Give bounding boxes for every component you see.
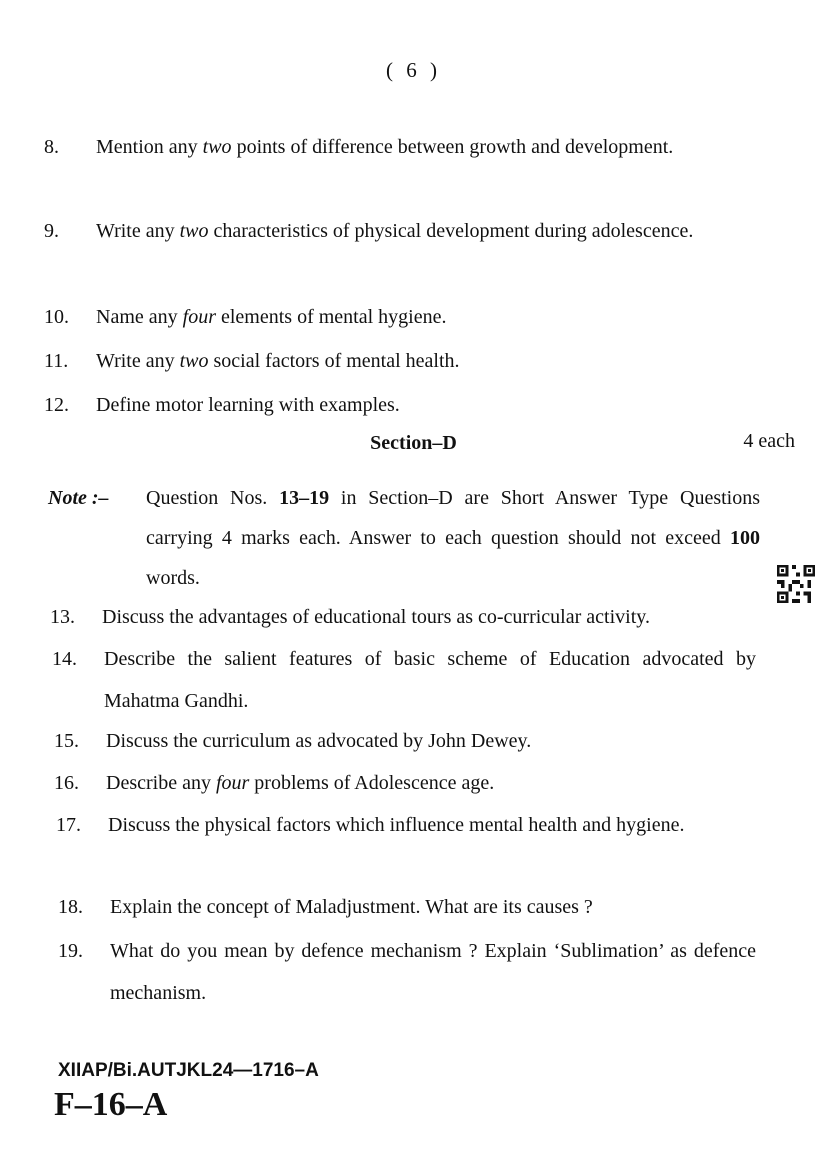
note-text: words.: [146, 567, 200, 589]
question-number: 19.: [58, 940, 83, 962]
question-19: [58, 930, 756, 1014]
question-emphasis: two: [179, 220, 209, 242]
note-question-range: 13–19: [279, 487, 330, 509]
question-text: Define motor learning with examples.: [96, 394, 400, 416]
qr-code-icon: [776, 565, 816, 603]
question-emphasis: four: [182, 306, 216, 328]
question-text: Discuss the advantages of educational tours as co-curricular activity.: [102, 606, 650, 628]
question-18: [58, 886, 756, 928]
question-11: [44, 340, 756, 382]
question-text: Name any: [96, 306, 183, 328]
section-note: [48, 478, 760, 598]
question-17: [56, 804, 756, 846]
question-number: 10.: [44, 306, 69, 328]
question-number: 11.: [44, 350, 69, 372]
section-title: Section–D: [370, 432, 457, 454]
question-text: characteristics of physical development during adolescence.: [208, 220, 694, 242]
question-number: 14.: [52, 648, 77, 670]
question-text: problems of Adolescence age.: [249, 772, 495, 794]
question-text: Write any: [96, 350, 180, 372]
question-text: points of difference between growth and development.: [231, 136, 674, 158]
question-number: 18.: [58, 896, 83, 918]
question-12: [44, 384, 756, 426]
question-emphasis: two: [179, 350, 209, 372]
question-emphasis: four: [215, 772, 250, 794]
paper-code: XIIAP/Bi.AUTJKL24—1716–A: [58, 1060, 319, 1081]
note-text: in Section–D are Short Answer Type Questions carrying 4 marks each. Answer to each question should not exceed: [146, 487, 761, 549]
form-code: F–16–A: [54, 1086, 168, 1123]
question-14: [52, 638, 756, 722]
note-word-limit: 100: [730, 527, 760, 549]
question-number: 8.: [44, 136, 59, 158]
note-text: Question Nos.: [146, 487, 280, 509]
question-text: elements of mental hygiene.: [215, 306, 447, 328]
question-number: 17.: [56, 814, 81, 836]
note-label: Note :–: [48, 487, 109, 509]
question-10: [44, 296, 756, 338]
question-13: [50, 596, 756, 638]
question-number: 15.: [54, 730, 79, 752]
question-emphasis: two: [202, 136, 232, 158]
question-16: [54, 762, 756, 804]
question-9: [44, 210, 756, 252]
question-text: Describe any: [106, 772, 216, 794]
question-number: 13.: [50, 606, 75, 628]
question-number: 16.: [54, 772, 79, 794]
question-text: Explain the concept of Maladjustment. What are its causes ?: [110, 896, 593, 918]
question-text: Mention any: [96, 136, 203, 158]
question-8: [44, 126, 756, 168]
page-number: ( 6 ): [386, 58, 441, 82]
question-text: social factors of mental health.: [208, 350, 460, 372]
question-text: Discuss the physical factors which influence mental health and hygiene.: [108, 814, 685, 836]
question-text: Describe the salient features of basic scheme of Education advocated by Mahatma Gandhi.: [104, 648, 756, 712]
question-text: Discuss the curriculum as advocated by John Dewey.: [106, 730, 532, 752]
question-text: Write any: [96, 220, 180, 242]
section-marks: 4 each: [743, 430, 795, 452]
question-15: [54, 720, 756, 762]
question-number: 12.: [44, 394, 69, 416]
question-text: What do you mean by defence mechanism ? Explain ‘Sublimation’ as defence mechanism.: [110, 940, 756, 1004]
question-number: 9.: [44, 220, 59, 242]
